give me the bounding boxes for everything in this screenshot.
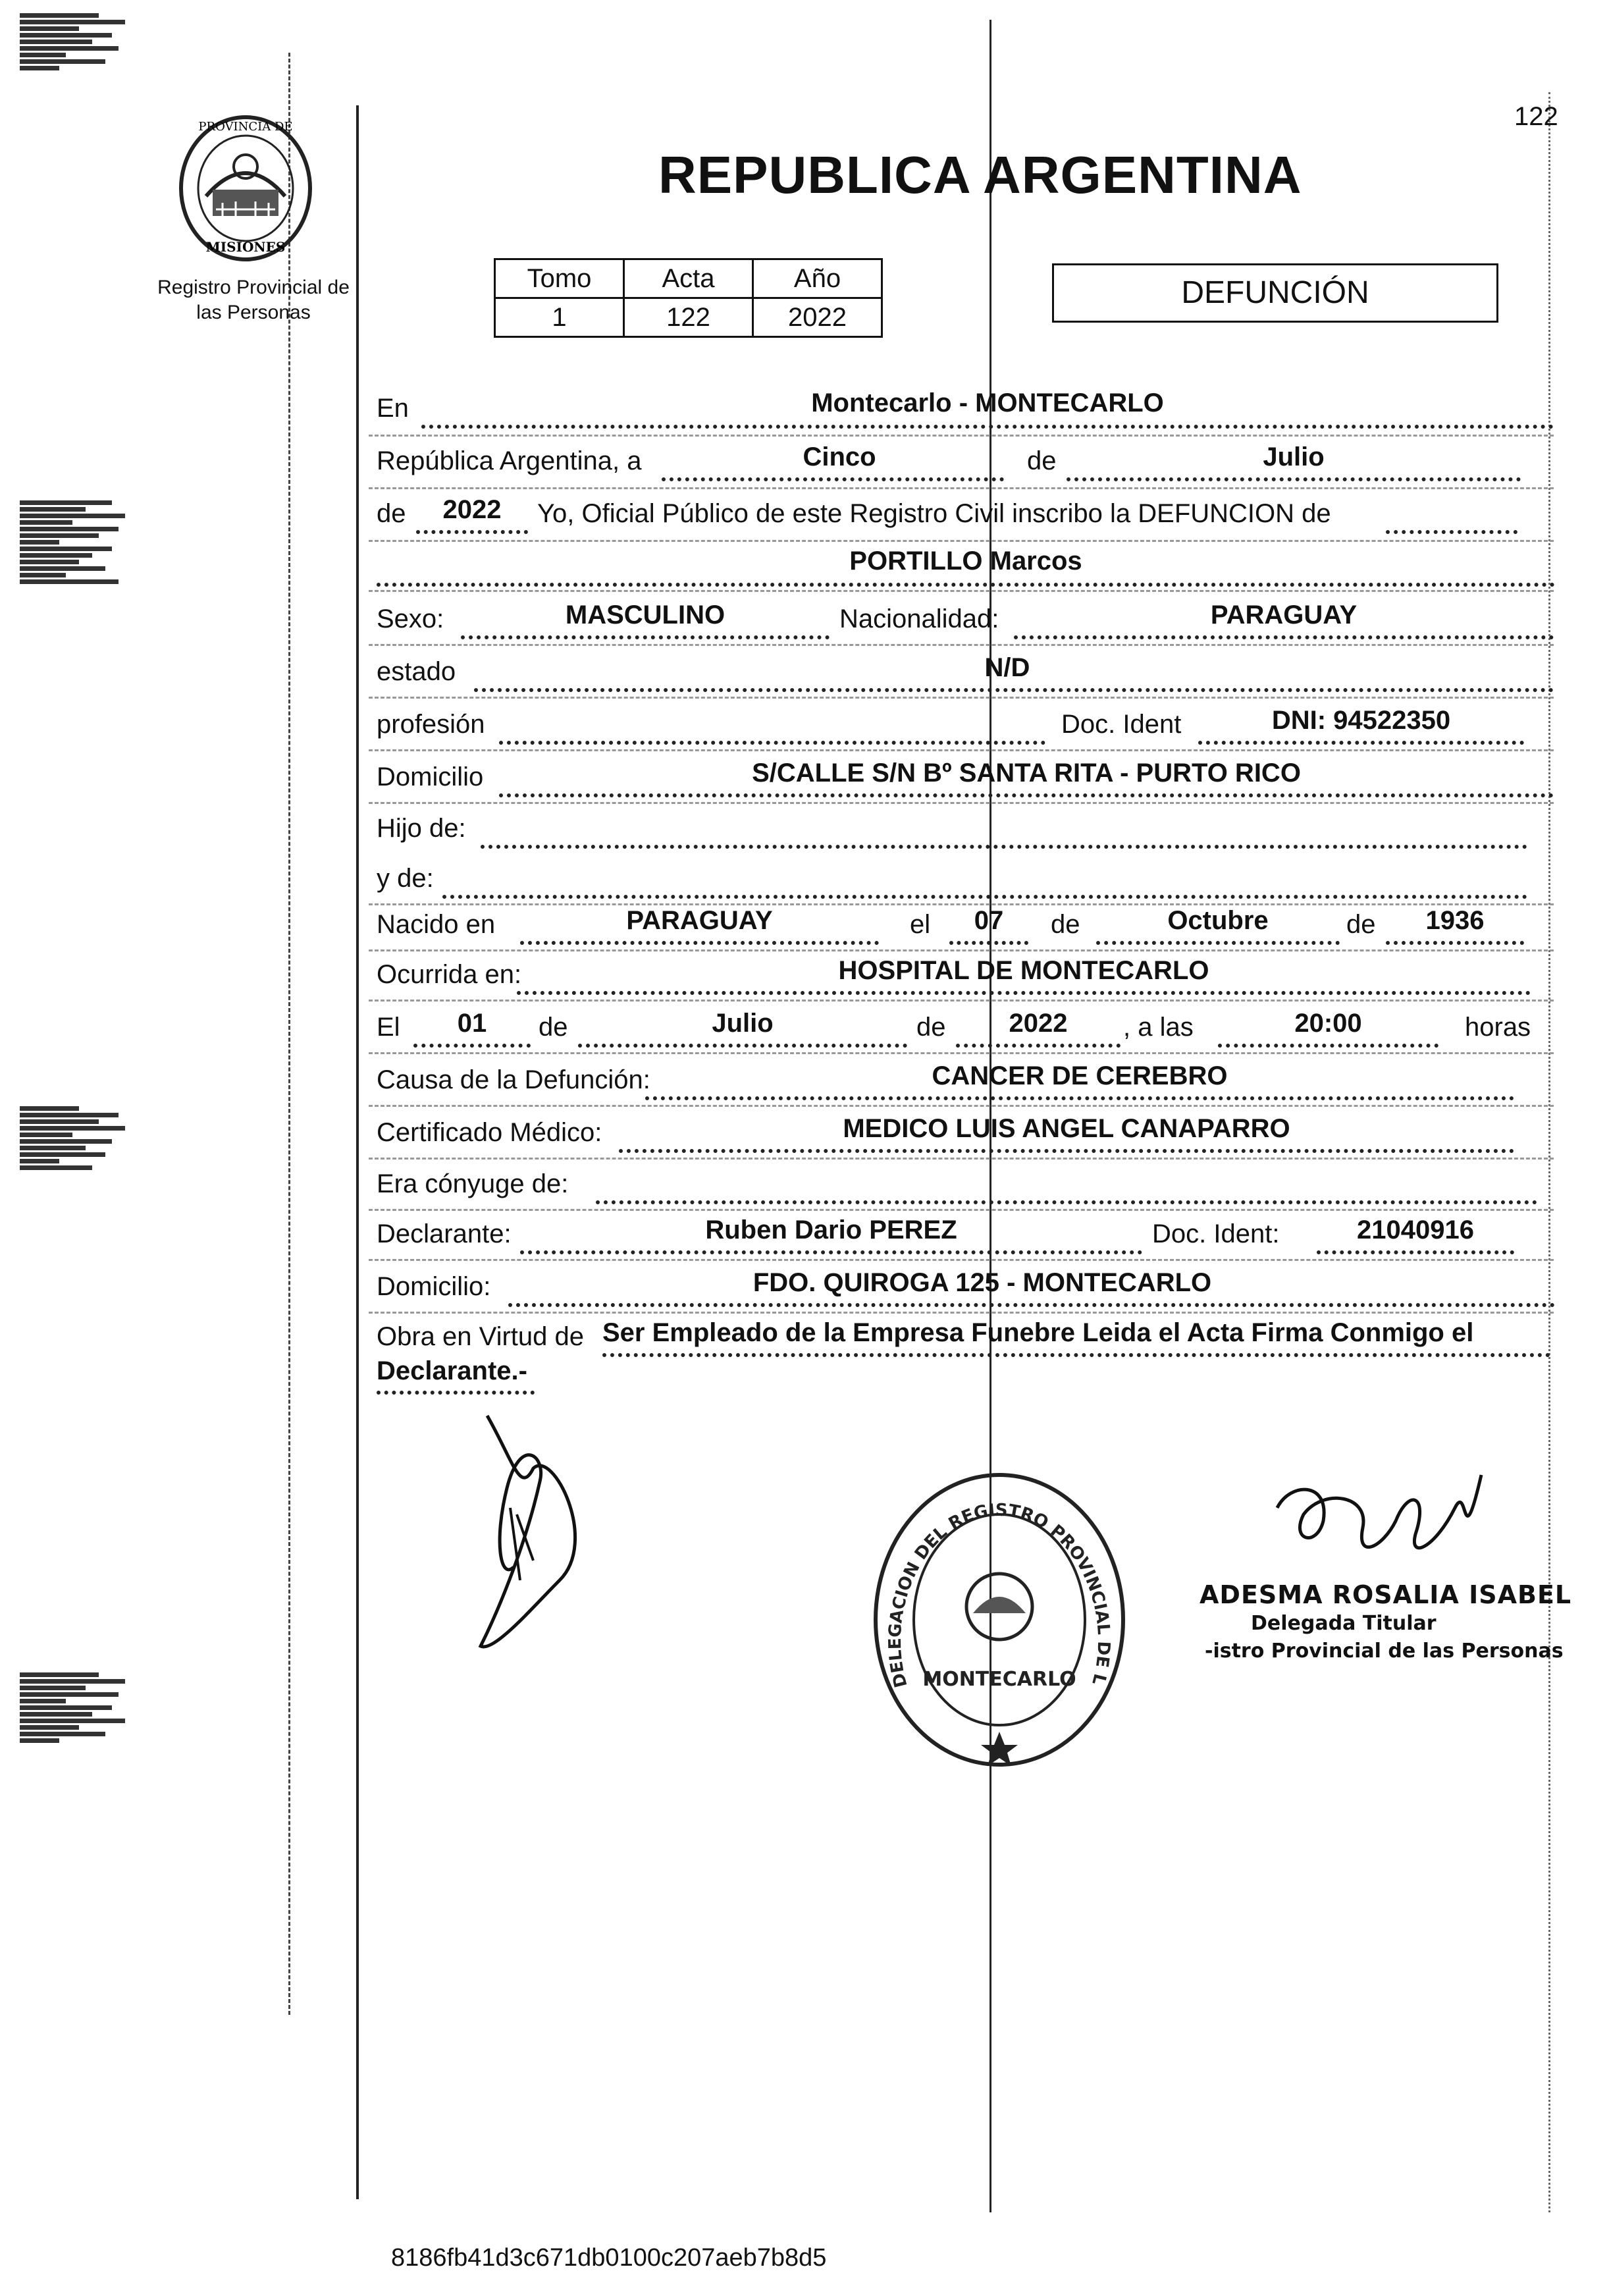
label-sexo: Sexo:: [377, 604, 444, 633]
province-seal: [176, 111, 315, 262]
value-nacido-lugar: PARAGUAY: [626, 906, 773, 935]
label-domicilio-declarante: Domicilio:: [377, 1272, 491, 1301]
row-rule: [369, 697, 1554, 699]
value-def-dia: 01: [457, 1009, 487, 1038]
official-round-stamp: [868, 1468, 1131, 1771]
label-doc-ident: Doc. Ident: [1061, 710, 1182, 739]
value-anio: 2022: [442, 495, 502, 524]
row-rule: [369, 435, 1554, 437]
value-estado: N/D: [984, 653, 1030, 682]
dotted-line: [421, 425, 1554, 429]
label-horas: horas: [1465, 1013, 1531, 1042]
dotted-line: [517, 991, 1531, 995]
volume-value-anio: 2022: [753, 298, 882, 337]
row-rule: [369, 1105, 1554, 1107]
row-rule: [369, 1158, 1554, 1160]
value-domicilio-declarante: FDO. QUIROGA 125 - MONTECARLO: [752, 1268, 1212, 1297]
row-rule: [369, 1000, 1554, 1001]
official-role: Delegada Titular: [1251, 1612, 1437, 1635]
row-rule: [369, 1209, 1554, 1211]
dotted-line: [520, 941, 879, 945]
value-obra-linea-1: Ser Empleado de la Empresa Funebre Leida el Acta Firma Conmigo el: [602, 1318, 1474, 1347]
dotted-line: [377, 583, 1555, 587]
value-nombre-fallecido: PORTILLO Marcos: [849, 547, 1082, 575]
dotted-line: [499, 741, 1045, 745]
left-border-line: [356, 105, 359, 2199]
label-republica: República Argentina, a: [377, 446, 642, 475]
seal-text-top: PROVINCIA DE: [198, 120, 293, 134]
dotted-line: [662, 477, 1004, 481]
value-nac-mes: Octubre: [1167, 906, 1269, 935]
dotted-line: [1386, 530, 1517, 534]
scan-artifact: [20, 13, 132, 72]
row-rule: [369, 487, 1554, 489]
value-mes: Julio: [1263, 442, 1325, 471]
dotted-line: [619, 1149, 1514, 1153]
dotted-line: [413, 1044, 531, 1048]
stamp-center-text: MONTECARLO: [922, 1668, 1076, 1691]
volume-header-anio: Año: [753, 259, 882, 298]
record-type-box: DEFUNCIÓN: [1052, 263, 1498, 323]
row-rule: [369, 903, 1554, 905]
label-certificado: Certificado Médico:: [377, 1118, 602, 1147]
official-signature: [1264, 1468, 1501, 1580]
text-yo-oficial: Yo, Oficial Público de este Registro Civil inscribo la DEFUNCION de: [537, 499, 1331, 528]
svg-text:DELEGACION DEL REGISTRO PROVIN: [868, 1468, 1113, 1690]
label-el-dia: El: [377, 1013, 400, 1042]
row-rule: [369, 540, 1554, 542]
value-obra-linea-2: Declarante.-: [377, 1356, 527, 1385]
label-de: de: [1027, 446, 1057, 475]
row-rule: [369, 1259, 1554, 1261]
dotted-line: [645, 1096, 1514, 1100]
label-declarante: Declarante:: [377, 1219, 512, 1248]
label-causa: Causa de la Defunción:: [377, 1065, 650, 1094]
value-doc-ident-declarante: 21040916: [1357, 1215, 1474, 1244]
dotted-line: [1317, 1250, 1514, 1254]
label-conyuge: Era cónyuge de:: [377, 1169, 569, 1198]
dotted-line: [1014, 635, 1554, 639]
dotted-line: [461, 635, 830, 639]
dotted-line: [949, 941, 1028, 945]
label-de-anio: de: [377, 499, 406, 528]
value-ocurrida: HOSPITAL DE MONTECARLO: [838, 956, 1209, 985]
value-sexo: MASCULINO: [565, 601, 725, 629]
row-rule: [369, 644, 1554, 646]
label-ocurrida-en: Ocurrida en:: [377, 960, 522, 989]
org-line-2: las Personas: [196, 302, 311, 323]
row-rule: [369, 1052, 1554, 1054]
value-nac-dia: 07: [974, 906, 1004, 935]
dotted-line: [1198, 741, 1524, 745]
value-causa: CANCER DE CEREBRO: [932, 1061, 1228, 1090]
label-estado: estado: [377, 657, 456, 686]
row-rule: [369, 1312, 1554, 1314]
label-de-def-mes: de: [539, 1013, 568, 1042]
value-lugar: Montecarlo - MONTECARLO: [811, 388, 1164, 417]
dotted-line: [520, 1250, 1142, 1254]
org-line-1: Registro Provincial de: [157, 277, 350, 298]
label-a-las: , a las: [1123, 1013, 1194, 1042]
dotted-line: [1067, 477, 1521, 481]
declarant-signature: [454, 1409, 625, 1659]
dotted-line: [578, 1044, 907, 1048]
dotted-line: [474, 688, 1554, 692]
volume-table: [494, 258, 883, 338]
stamp-ring-text: DELEGACION DEL REGISTRO PROVINCIAL DE L: [885, 1500, 1114, 1690]
value-hora: 20:00: [1294, 1009, 1362, 1038]
scan-artifact: [20, 500, 132, 586]
dotted-line: [442, 895, 1527, 899]
page-number: 122: [1514, 102, 1558, 131]
label-nacionalidad: Nacionalidad:: [839, 604, 999, 633]
dotted-line: [1096, 941, 1340, 945]
row-rule: [369, 949, 1554, 951]
official-name: ADESMA ROSALIA ISABEL: [1200, 1580, 1572, 1609]
row-rule: [369, 802, 1554, 804]
value-def-mes: Julio: [712, 1009, 774, 1038]
label-el: el: [910, 910, 931, 939]
value-domicilio: S/CALLE S/N Bº SANTA RITA - PURTO RICO: [752, 759, 1301, 788]
label-doc-ident-declarante: Doc. Ident:: [1152, 1219, 1280, 1248]
label-en: En: [377, 394, 409, 423]
label-de-anio-nac: de: [1346, 910, 1376, 939]
dotted-line: [956, 1044, 1121, 1048]
label-de-mes: de: [1051, 910, 1080, 939]
dotted-line: [508, 1303, 1555, 1307]
label-hijo-de: Hijo de:: [377, 814, 466, 843]
dotted-line: [602, 1353, 1550, 1357]
value-def-anio: 2022: [1009, 1009, 1068, 1038]
margin-dashed-line: [288, 53, 290, 2015]
dotted-line: [416, 530, 528, 534]
label-obra-en-virtud: Obra en Virtud de: [377, 1322, 585, 1351]
org-name: [145, 275, 362, 325]
value-nac-anio: 1936: [1425, 906, 1485, 935]
dotted-line: [377, 1391, 535, 1395]
document-hash: 8186fb41d3c671db0100c207aeb7b8d5: [391, 2244, 827, 2272]
row-rule: [369, 590, 1554, 592]
row-rule: [369, 749, 1554, 751]
label-domicilio: Domicilio: [377, 762, 484, 791]
scan-artifact: [20, 1106, 132, 1172]
value-declarante: Ruben Dario PEREZ: [705, 1215, 957, 1244]
value-nacionalidad: PARAGUAY: [1210, 601, 1358, 629]
volume-value-tomo: 1: [495, 298, 624, 337]
dotted-line: [481, 845, 1527, 849]
dotted-line: [1386, 941, 1524, 945]
dotted-line: [499, 793, 1554, 797]
official-org: -istro Provincial de las Personas: [1205, 1640, 1564, 1663]
volume-header-acta: Acta: [624, 259, 753, 298]
label-y-de: y de:: [377, 864, 434, 893]
label-nacido-en: Nacido en: [377, 910, 496, 939]
value-certificado: MEDICO LUIS ANGEL CANAPARRO: [843, 1114, 1290, 1143]
dotted-line: [596, 1200, 1537, 1204]
volume-value-acta: 122: [624, 298, 753, 337]
label-de-def-anio: de: [916, 1013, 946, 1042]
document-title: REPUBLICA ARGENTINA: [658, 146, 1302, 204]
value-doc-ident: DNI: 94522350: [1271, 706, 1451, 735]
label-profesion: profesión: [377, 710, 485, 739]
dotted-line: [1218, 1044, 1438, 1048]
seal-text-bottom: MISIONES: [205, 239, 286, 255]
value-dia: Cinco: [803, 442, 876, 471]
volume-header-tomo: Tomo: [495, 259, 624, 298]
scan-artifact: [20, 1672, 132, 1745]
